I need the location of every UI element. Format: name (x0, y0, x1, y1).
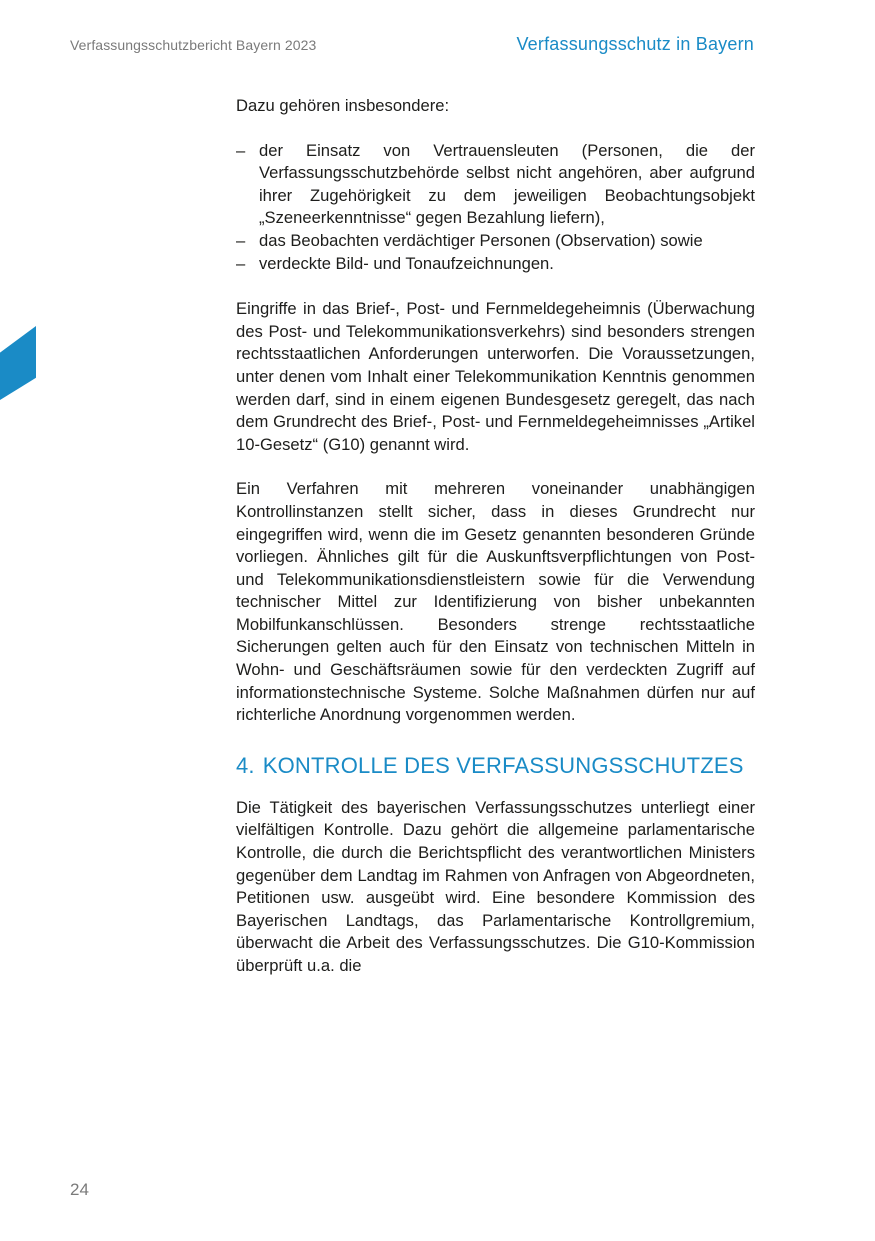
paragraph-oversight: Die Tätigkeit des bayerischen Verfassungsschutzes unterliegt einer vielfältigen Kontrolle. Dazu gehört die allgemeine parlamentarische Kontrolle, die durch die Berichtspflicht des verantwortlichen Ministers gegenüber dem Landtag im Rahmen von Anfragen von Abgeordneten, Petitionen usw. ausgeübt wird. Eine besondere Kommission des Bayerischen Landtags, das Parlamentarische Kontrollgremium, überwacht die Arbeit des Verfassungsschutzes. Die G10-Kommission überprüft u.a. die (236, 797, 755, 975)
chapter-side-tab (0, 326, 36, 400)
section-title: KONTROLLE DES VERFASSUNGSSCHUTZES (262, 752, 744, 778)
main-content (236, 95, 755, 978)
measures-list (236, 140, 755, 276)
list-item: – der Einsatz von Vertrauensleuten (Personen, die der Verfassungsschutzbehörde selbst nicht angehören, aber aufgrund ihrer Zugehörigkeit zu dem jeweiligen Beobachtungsobjekt „Szeneerkenntnisse“ gegen Bezahlung liefern), (236, 140, 755, 230)
section-number: 4. (236, 752, 255, 778)
running-header-right: Verfassungsschutz in Bayern (516, 34, 754, 54)
intro-text: Dazu gehören insbesondere: (236, 96, 450, 115)
paragraph-g10: Eingriffe in das Brief-, Post- und Fernmeldegeheimnis (Überwachung des Post- und Telekommunikationsverkehrs) sind besonders strengen rechtsstaatlichen Anforderungen unterworfen. Die Voraussetzungen, unter denen vom Inhalt einer Telekommunikation Kenntnis genommen werden darf, sind in einem eigenen Bundesgesetz geregelt, das nach dem Grundrecht des Brief-, Post- und Fernmeldegeheimnisses „Artikel 10-Gesetz“ (G10) genannt wird. (236, 299, 755, 454)
list-item: – das Beobachten verdächtiger Personen (Observation) sowie (236, 230, 755, 253)
page-number: 24 (70, 1180, 89, 1199)
list-item: – verdeckte Bild- und Tonaufzeichnungen. (236, 253, 755, 276)
paragraph-control-procedure: Ein Verfahren mit mehreren voneinander unabhängigen Kontrollinstanzen stellt sicher, dass in dieses Grundrecht nur eingegriffen wird, wenn die im Gesetz genannten besonderen Gründe vorliegen. Ähnliches gilt für die Auskunftsverpflichtungen von Post- und Telekommunikationsdienstleistern sowie für die Verwendung technischer Mittel zur Identifizierung von bisher unbekannten Mobilfunkanschlüssen. Besonders strenge rechtsstaatliche Sicherungen gelten auch für den Einsatz von technischen Mitteln in Wohn- und Geschäftsräumen sowie für den verdeckten Zugriff auf informationstechnische Systeme. Solche Maßnahmen dürfen nur auf richterliche Anordnung vorgenommen werden. (236, 479, 755, 725)
running-header-left: Verfassungsschutzbericht Bayern 2023 (70, 37, 317, 53)
section-heading (236, 752, 755, 780)
